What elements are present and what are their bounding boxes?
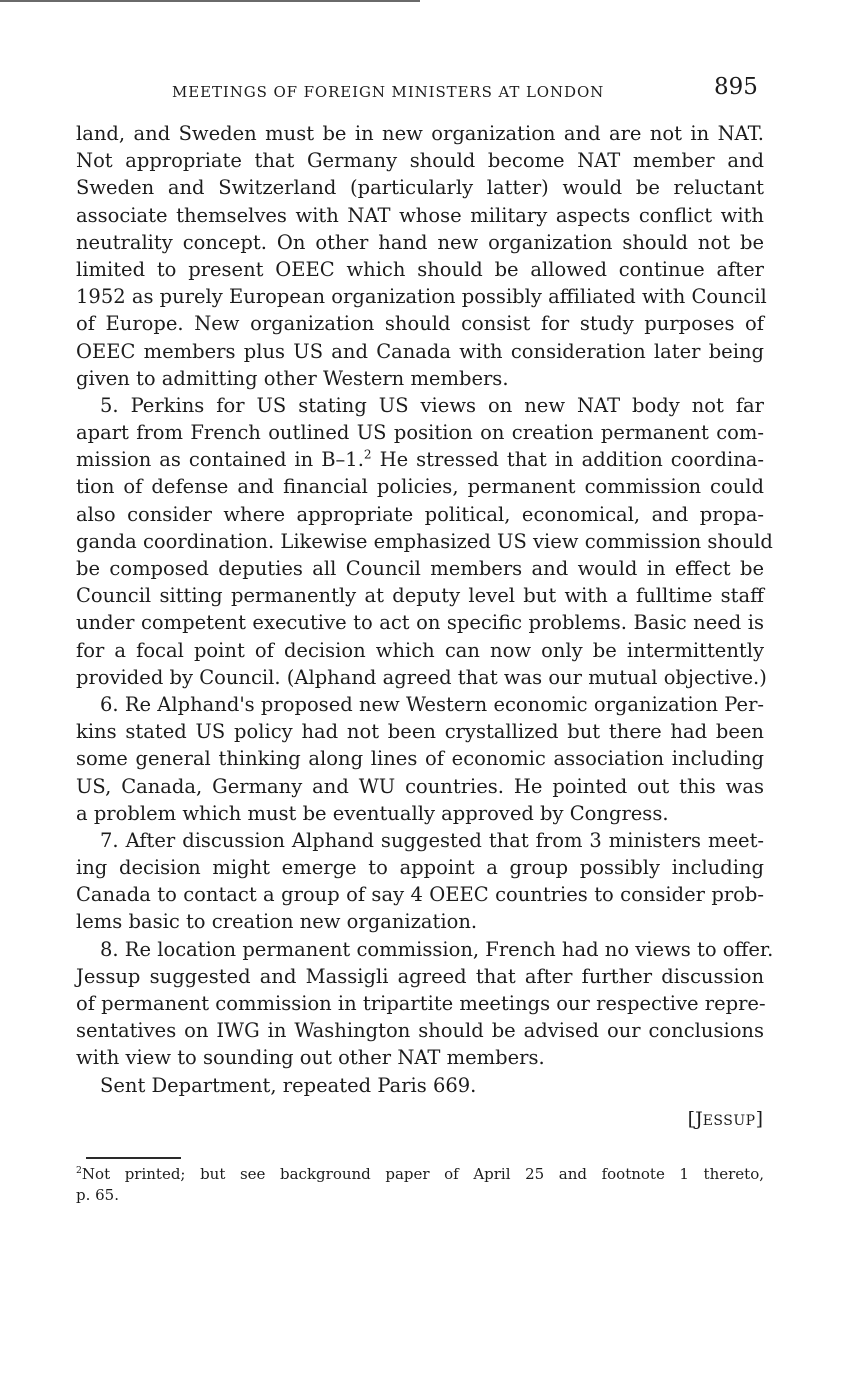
text-line: some general thinking along lines of economic association including: [76, 747, 764, 771]
text-line-with-footnote-ref: [76, 446, 764, 473]
text-line: Canada to contact a group of say 4 OEEC countries to consider prob-: [76, 883, 764, 907]
footnote: [76, 1164, 764, 1206]
text-line: also consider where appropriate political, economical, and propa-: [76, 502, 764, 526]
text-line: kins stated US policy had not been crystallized but there had been: [76, 720, 764, 744]
text-line: 1952 as purely European organization possibly affiliated with Council: [76, 285, 767, 309]
signature-close-bracket: ]: [755, 1108, 763, 1130]
text-line: with view to sounding out other NAT members.: [76, 1046, 545, 1070]
text-line: 6. Re Alphand's proposed new Western economic organization Per-: [100, 692, 764, 716]
text-line: limited to present OEEC which should be allowed continue after: [76, 257, 764, 281]
text-line: ing decision might emerge to appoint a group possibly including: [76, 856, 764, 880]
text-line: provided by Council. (Alphand agreed that was our mutual objective.): [76, 665, 767, 689]
text-line: 8. Re location permanent commission, French had no views to offer.: [100, 937, 774, 961]
text-line: of Europe. New organization should consist for study purposes of: [76, 312, 764, 336]
text-line: given to admitting other Western members.: [76, 366, 509, 390]
text-line: 5. Perkins for US stating US views on new NAT body not far: [100, 393, 764, 417]
text-segment: He stressed that in addition coordina-: [371, 448, 765, 472]
text-line: for a focal point of decision which can now only be intermittently: [76, 638, 764, 662]
text-line: of permanent commission in tripartite meetings our respective repre-: [76, 992, 766, 1015]
text-line: US, Canada, Germany and WU countries. He pointed out this was: [76, 774, 764, 798]
text-line: land, and Sweden must be in new organization and are not in NAT.: [76, 122, 764, 145]
top-edge-rule: [0, 0, 420, 2]
text-line: tion of defense and financial policies, permanent commission could: [76, 475, 764, 499]
text-line: Council sitting permanently at deputy level but with a fulltime staff: [76, 584, 764, 608]
text-line: Not appropriate that Germany should become NAT member and: [76, 149, 764, 173]
footnote-line: p. 65.: [76, 1186, 119, 1204]
text-line: a problem which must be eventually approved by Congress.: [76, 801, 669, 825]
closing-line: Sent Department, repeated Paris 669.: [100, 1073, 477, 1097]
footnote-marker: 2: [76, 1165, 82, 1176]
text-line: lems basic to creation new organization.: [76, 910, 478, 934]
text-line: OEEC members plus US and Canada with consideration later being: [76, 339, 764, 363]
text-line: 7. After discussion Alphand suggested that from 3 ministers meet-: [100, 828, 764, 852]
running-head: [0, 74, 861, 108]
page-number: 895: [714, 74, 758, 100]
footnote-line: [76, 1164, 764, 1185]
text-line: under competent executive to act on specific problems. Basic need is: [76, 611, 764, 635]
footnote-reference: 2: [363, 447, 372, 462]
footnote-text: Not printed; but see background paper of April 25 and footnote 1 thereto,: [81, 1165, 764, 1183]
signature-name-smallcaps: ESSUP: [702, 1113, 756, 1129]
text-line: Sweden and Switzerland (particularly latter) would be reluctant: [76, 176, 764, 200]
running-title: MEETINGS OF FOREIGN MINISTERS AT LONDON: [172, 83, 605, 101]
text-line: sentatives on IWG in Washington should be advised our conclusions: [76, 1019, 764, 1043]
footnote-rule: [86, 1157, 181, 1159]
signature-open-bracket: [: [687, 1108, 696, 1130]
body-text: [76, 120, 774, 1099]
text-line: Jessup suggested and Massigli agreed that after further discussion: [76, 964, 764, 988]
text-line: associate themselves with NAT whose military aspects conflict with: [76, 203, 764, 227]
text-segment: mission as contained in B–1.: [76, 448, 364, 472]
signature: [688, 1108, 763, 1130]
text-line: ganda coordination. Likewise emphasized US view commission should: [76, 529, 773, 553]
signature-initial: J: [695, 1108, 703, 1130]
text-line: apart from French outlined US position on creation permanent com-: [76, 421, 764, 445]
text-line: neutrality concept. On other hand new organization should not be: [76, 230, 764, 254]
text-line: be composed deputies all Council members and would in effect be: [76, 557, 764, 580]
